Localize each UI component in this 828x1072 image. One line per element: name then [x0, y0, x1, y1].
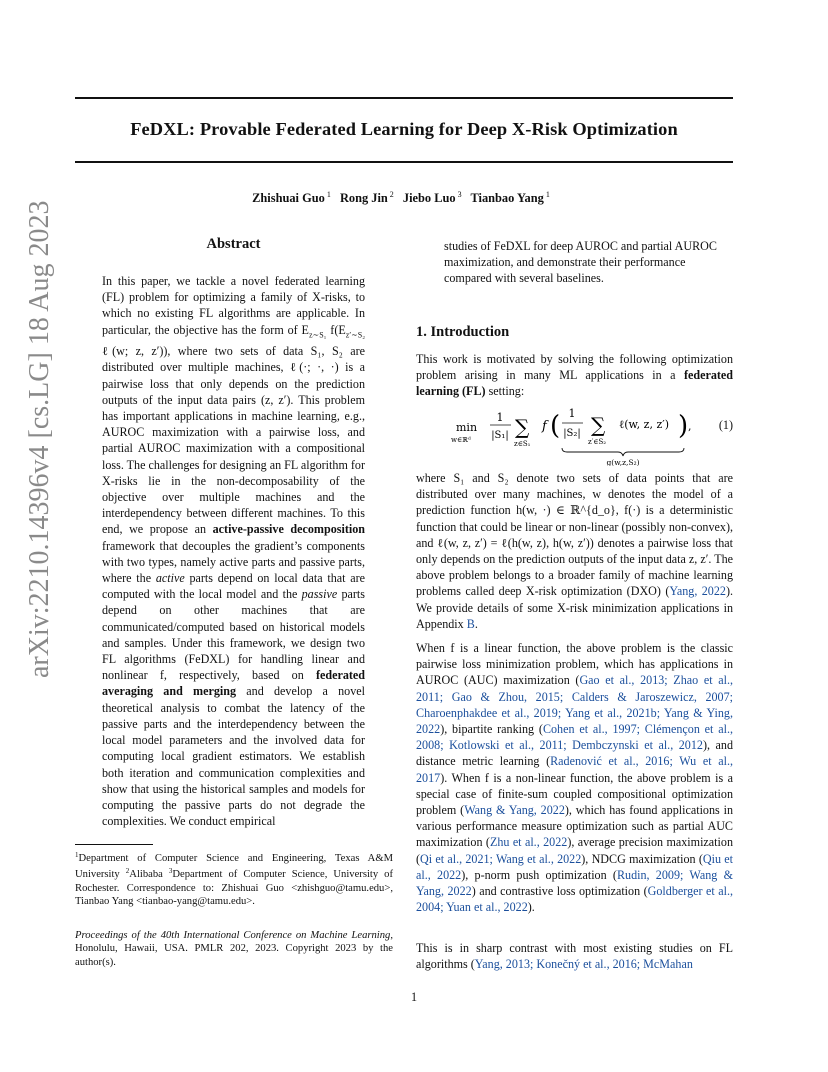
abstract-italic-term: passive — [301, 587, 338, 602]
abstract-bold-term: federated averaging and merging — [102, 668, 365, 699]
paragraph-text: ). When f is a non-linear function, the above problem is a special case of finite-sum coupled compositional optimization problem ( — [416, 770, 733, 818]
citation-link[interactable]: Radenović et al., 2016; Wu et al., 2017 — [416, 754, 733, 785]
citation-link[interactable]: Yang, 2022 — [669, 584, 726, 599]
paper-title: FeDXL: Provable Federated Learning for Deep X-Risk Optimization — [130, 119, 678, 139]
correspondence: Correspondence to: Zhishuai Guo <zhishguo@tamu.edu>, Tianbao Yang <tianbao-yang@tamu.edu>. — [75, 882, 393, 908]
author-affiliation: 1 — [545, 190, 550, 199]
citation-link[interactable]: Qiu et al., 2022 — [416, 851, 733, 882]
abstract-text: f(E — [326, 322, 346, 337]
citation-link[interactable]: Goldberger et al., 2004; Yuan et al., 2022 — [416, 884, 733, 915]
abstract-body — [102, 273, 365, 829]
eq-frac1-den: |S₁| — [491, 430, 509, 441]
eq-frac1-num: 1 — [496, 411, 504, 424]
abstract-italic-term: active — [155, 571, 185, 586]
paragraph-text: ), average precision maximization ( — [416, 835, 733, 866]
eq-frac2-num: 1 — [568, 407, 576, 420]
abstract-text: In this paper, we tackle a novel federated learning (FL) problem for optimizing a family of X-risks, to which no existing FL algorithms are applicable. In particular, the objective has the form of E — [102, 274, 365, 337]
proceedings-note — [75, 929, 393, 969]
eq-paren-right: ) — [678, 411, 689, 441]
paragraph-text: ). We provide details of some X-risk minimization applications in Appendix — [416, 584, 734, 631]
math-subscript: z∼S₁ — [308, 330, 327, 340]
title-rule-top — [75, 97, 733, 99]
author-affiliation: 3 — [457, 190, 462, 199]
citation-link[interactable]: Qi et al., 2021; Wang et al., 2022 — [420, 851, 582, 866]
author-affiliation: 1 — [326, 190, 331, 199]
citation-link[interactable]: Yang, 2013; Konečný et al., 2016; McMahan — [474, 957, 693, 972]
eq-brace-label: g(w,z,S₂) — [606, 458, 640, 466]
eq-min-subscript: w∈ℝᵈ — [451, 436, 471, 444]
eq-sum-1: ∑ — [515, 415, 530, 439]
paragraph-text: ), bipartite ranking ( — [440, 722, 543, 737]
affiliation-footnote: $^1$Department of Computer Science and Engineering, Texas A&M University $^2$Alibaba $^3$Department of Computer Science, University of Rochester. Correspondence to: Zhishuai Guo <zhishguo@tamu.edu>, Tianbao Yang <tianbao-yang@tamu.edu>. — [75, 851, 394, 908]
citation-link[interactable]: Zhu et al., 2022 — [489, 835, 568, 850]
citation-link[interactable]: Wang & Yang, 2022 — [464, 803, 565, 818]
bold-term: federated learning (FL) — [416, 368, 733, 399]
equation-number: (1) — [718, 418, 733, 432]
intro-paragraph-1 — [416, 351, 733, 400]
eq-sum2-subscript: z′∈S₂ — [588, 438, 607, 446]
paragraph-text: ). — [527, 900, 535, 915]
citation-link[interactable]: Gao et al., 2013; Zhao et al., 2011; Gao & Zhou, 2015; Calders & Jaroszewicz, 2007; Charoenphakdee et al., 2019; Yang et al., 2021b; Yang & Ying, 2022 — [416, 673, 733, 737]
footnote-rule — [75, 844, 153, 845]
eq-sum1-subscript: z∈S₁ — [514, 440, 531, 448]
equation-1 — [416, 404, 733, 466]
paragraph-text: When f is a linear function, the above problem is the classic pairwise loss minimization problem, which has applications in AUROC (AUC) maximization ( — [416, 641, 733, 688]
citation-link[interactable]: Rudin, 2009; Wang & Yang, 2022 — [416, 867, 733, 899]
paragraph-text: . — [474, 616, 478, 631]
author-affiliation: 2 — [389, 190, 394, 199]
eq-paren-left: ( — [550, 411, 561, 441]
section-heading-introduction: 1. Introduction — [416, 324, 510, 340]
paragraph-text: ), and distance metric learning ( — [416, 738, 733, 769]
author-name: Jiebo Luo — [402, 191, 456, 205]
arxiv-side-stamp: arXiv:2210.14396v4 [cs.LG] 18 Aug 2023 — [24, 200, 55, 678]
intro-paragraph-2 — [416, 470, 733, 632]
appendix-link[interactable]: B — [466, 616, 475, 631]
abstract-continued: studies of FeDXL for deep AUROC and partial AUROC maximization, and demonstrate their performance compared with several baselines. — [444, 239, 717, 286]
affiliation-1: Department of Computer Science and Engineering, Texas A&M University — [75, 853, 393, 881]
eq-comma: , — [688, 420, 692, 433]
intro-paragraph-3 — [416, 640, 733, 915]
equation-graphic — [416, 404, 733, 466]
proceedings-venue: Proceedings of the 40th International Conference on Machine Learning — [75, 930, 391, 941]
citation-link[interactable]: Cohen et al., 1997; Clémençon et al., 2008; Kotlowski et al., 2011; Dembczynski et al., 2012 — [416, 722, 733, 753]
paragraph-text: This work is motivated by solving the following optimization problem arising in many ML applications in a — [416, 352, 733, 383]
abstract-bold-term: active-passive decomposition — [212, 522, 365, 537]
author-name: Tianbao Yang — [470, 191, 544, 205]
author-name: Rong Jin — [339, 191, 388, 205]
title-rule-bottom — [75, 161, 733, 163]
eq-underbrace — [562, 448, 684, 456]
paragraph-text: ) and contrastive loss optimization ( — [471, 884, 648, 899]
paragraph-text: ), which has found applications in various performance measure optimization such as partial AUC maximization ( — [416, 803, 733, 850]
abstract-text: framework that decouples the gradient’s components with two types, namely active parts and passive parts, where the — [102, 538, 365, 586]
paragraph-text: This is in sharp contrast with most existing studies on FL algorithms ( — [416, 941, 733, 972]
eq-f: f — [542, 419, 547, 434]
eq-sum-2: ∑ — [591, 413, 606, 437]
abstract-text: and develop a novel theoretical analysis to combat the latency of the passive parts and the interdependency between the local model parameters and the involved data for computing local gradient estimators. We establish both iteration and communication complexities and show that using the historical samples and models for computing the passive parts do not degrade the complexities. We conduct empirical — [102, 684, 366, 829]
math-subscript: z′∼S₂ — [345, 330, 366, 340]
abstract-text: parts depend on other machines that are communicated/computed based on historical models and samples. Under this framework, we design two FL algorithms (FeDXL) for handling linear and nonlinear f, respectively, based on — [102, 587, 365, 683]
abstract-text: ℓ(w; z, z′)), where two sets of data S₁, S₂ are distributed over multiple machines, ℓ(·; ·, ·) is a pairwise loss that only depends on the prediction outputs of the input data pairs (z, z′). This problem has important applications in machine learning, e.g., AUROC maximization with a pairwise loss, and partial AUROC maximization with a compositional loss. The challenges for designing an FL algorithm for X-risks lie in the non-decomposability of the objective over multiple machines and the interdependency between different machines. To this end, we propose an — [102, 344, 365, 537]
author-list — [75, 190, 733, 206]
affiliation-2: Alibaba — [129, 869, 163, 881]
affiliation-3: Department of Computer Science, University of Rochester. — [75, 869, 394, 894]
eq-min: min — [456, 421, 478, 434]
paragraph-text: where S₁ and S₂ denote two sets of data points that are distributed over many machines, w denotes the model of a prediction function h(w, ·) ∈ ℝ^{d_o}, f(·) is a deterministic function that could be linear or non-linear (possibly non-convex), and ℓ(w, z, z′) = ℓ(h(w, z), h(w, z′)) denotes a pairwise loss that only depends on the prediction outputs of the input data z, z′. The above problem belongs to a broader family of machine learning problems called deep X-risk optimization (DXO) ( — [416, 471, 733, 599]
proceedings-details: , Honolulu, Hawaii, USA. PMLR 202, 2023. Copyright 2023 by the author(s). — [75, 930, 393, 968]
abstract-text: parts depend on local data that are computed with the local model and the — [102, 571, 366, 602]
paragraph-text: ), NDCG maximization ( — [581, 851, 703, 866]
eq-frac2-den: |S₂| — [563, 428, 581, 439]
paragraph-text: ), p-norm push optimization ( — [461, 867, 617, 882]
page-number: 1 — [410, 990, 418, 1004]
paragraph-text: setting: — [485, 384, 525, 399]
abstract-heading: Abstract — [206, 236, 261, 252]
author-name: Zhishuai Guo — [252, 191, 325, 205]
intro-paragraph-4 — [416, 940, 733, 972]
eq-inner-loss: ℓ(w, z, z′) — [619, 418, 670, 431]
